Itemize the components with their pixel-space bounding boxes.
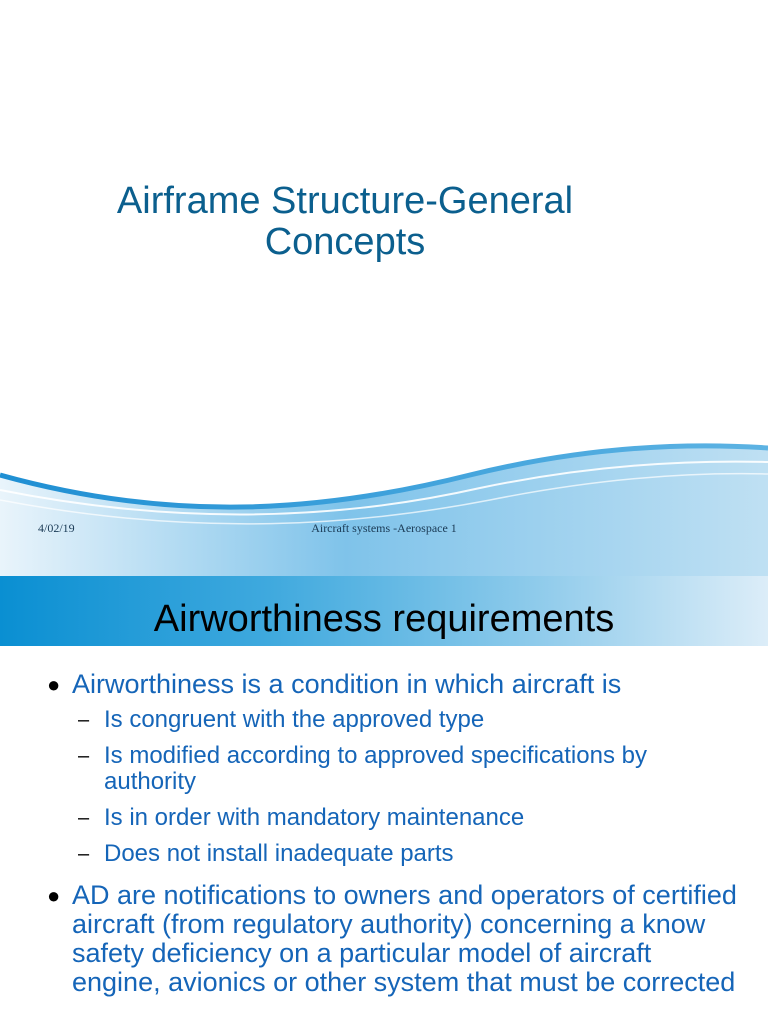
sub-item-text: Is in order with mandatory maintenance xyxy=(104,804,525,831)
sub-item-text: Does not install inadequate parts xyxy=(104,840,454,867)
decorative-wave xyxy=(0,430,768,576)
bullet-list xyxy=(0,670,768,997)
dash-icon: – xyxy=(78,843,90,865)
sub-item xyxy=(0,743,768,795)
sub-item xyxy=(0,841,768,867)
dash-icon: – xyxy=(78,807,90,829)
dash-icon: – xyxy=(78,745,90,767)
footer-date: 4/02/19 xyxy=(38,521,75,535)
bullet-text: AD are notifications to owners and operators of certified aircraft (from regulatory authority) concerning a know safety deficiency on a particular model of aircraft engine, avionics or other system that must be corrected xyxy=(72,880,737,997)
sub-item xyxy=(0,707,768,733)
slide-heading: Airworthiness requirements xyxy=(153,598,615,640)
slide-title-line-2: Concepts xyxy=(264,221,426,263)
slide-content-page xyxy=(0,576,768,1024)
sub-item xyxy=(0,805,768,831)
sub-item-text: Is modified according to approved specifications by authority xyxy=(104,742,647,795)
bullet-dot-icon: ● xyxy=(47,883,61,908)
bullet-dot-icon: ● xyxy=(47,672,61,697)
dash-icon: – xyxy=(78,709,90,731)
bullet-text: Airworthiness is a condition in which aircraft is xyxy=(72,669,622,699)
sub-item-text: Is congruent with the approved type xyxy=(104,706,485,733)
footer-course: Aircraft systems -Aerospace 1 xyxy=(311,521,457,535)
bullet-item xyxy=(0,670,768,699)
slide-title xyxy=(0,181,690,263)
slide-title-line-1: Airframe Structure-General xyxy=(116,180,574,222)
bullet-item xyxy=(0,881,768,997)
sub-list xyxy=(0,707,768,867)
